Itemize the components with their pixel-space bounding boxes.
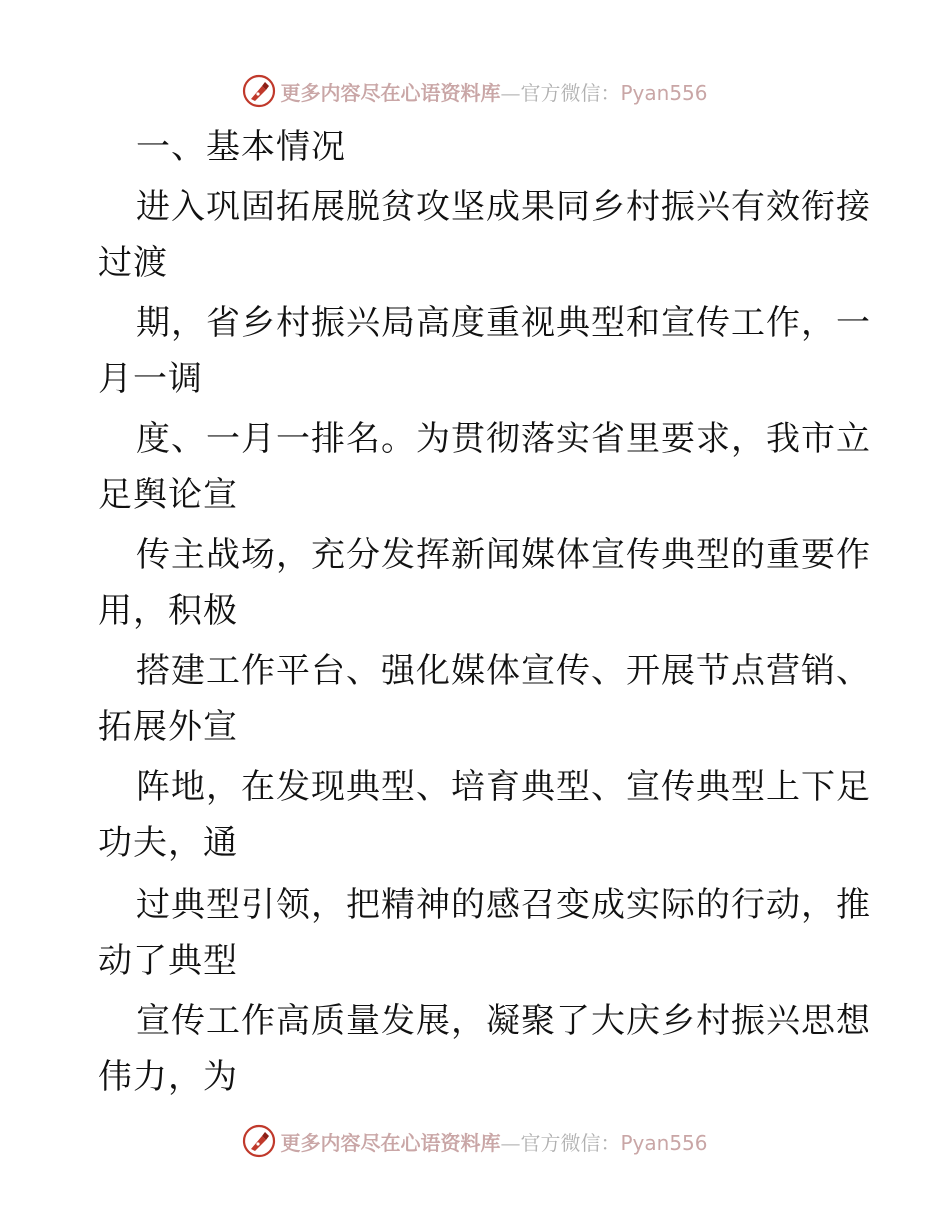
watermark-separator: —	[500, 80, 521, 105]
watermark-text	[280, 77, 707, 106]
paragraph-line: 功夫，通	[98, 823, 238, 863]
header-watermark	[0, 71, 950, 111]
paragraph-line: 期，省乡村振兴局高度重视典型和宣传工作，一	[136, 303, 871, 343]
paragraph-line: 阵地，在发现典型、培育典型、宣传典型上下足	[136, 767, 871, 807]
watermark-site: 更多内容尽在心语资料库	[280, 1130, 501, 1155]
paragraph-line: 用，积极	[98, 591, 238, 631]
pen-nib-logo-icon	[242, 1124, 276, 1158]
paragraph-line: 度、一月一排名。为贯彻落实省里要求，我市立	[136, 419, 871, 459]
watermark-separator: —	[500, 1130, 521, 1155]
paragraph-line: 伟力，为	[98, 1057, 238, 1097]
paragraph-line: 拓展外宣	[98, 707, 238, 747]
watermark-wechat-id: Pyan556	[620, 1130, 708, 1155]
paragraph-line: 过渡	[98, 243, 168, 283]
watermark-wechat-label: 官方微信：	[520, 80, 621, 105]
paragraph-line: 传主战场，充分发挥新闻媒体宣传典型的重要作	[136, 535, 871, 575]
paragraph-line: 宣传工作高质量发展，凝聚了大庆乡村振兴思想	[136, 1001, 871, 1041]
paragraph-line: 动了典型	[98, 941, 238, 981]
paragraph-line: 月一调	[98, 359, 203, 399]
paragraph-line: 进入巩固拓展脱贫攻坚成果同乡村振兴有效衔接	[136, 187, 871, 227]
paragraph-line: 搭建工作平台、强化媒体宣传、开展节点营销、	[136, 651, 871, 691]
watermark-site: 更多内容尽在心语资料库	[280, 80, 501, 105]
pen-nib-logo-icon	[242, 74, 276, 108]
watermark-wechat-label: 官方微信：	[520, 1130, 621, 1155]
watermark-wechat-id: Pyan556	[620, 80, 708, 105]
footer-watermark	[0, 1121, 950, 1161]
paragraph-line: 足舆论宣	[98, 475, 238, 515]
watermark-text	[280, 1127, 707, 1156]
paragraph-line: 过典型引领，把精神的感召变成实际的行动，推	[136, 885, 871, 925]
section-heading: 一、基本情况	[136, 127, 346, 167]
